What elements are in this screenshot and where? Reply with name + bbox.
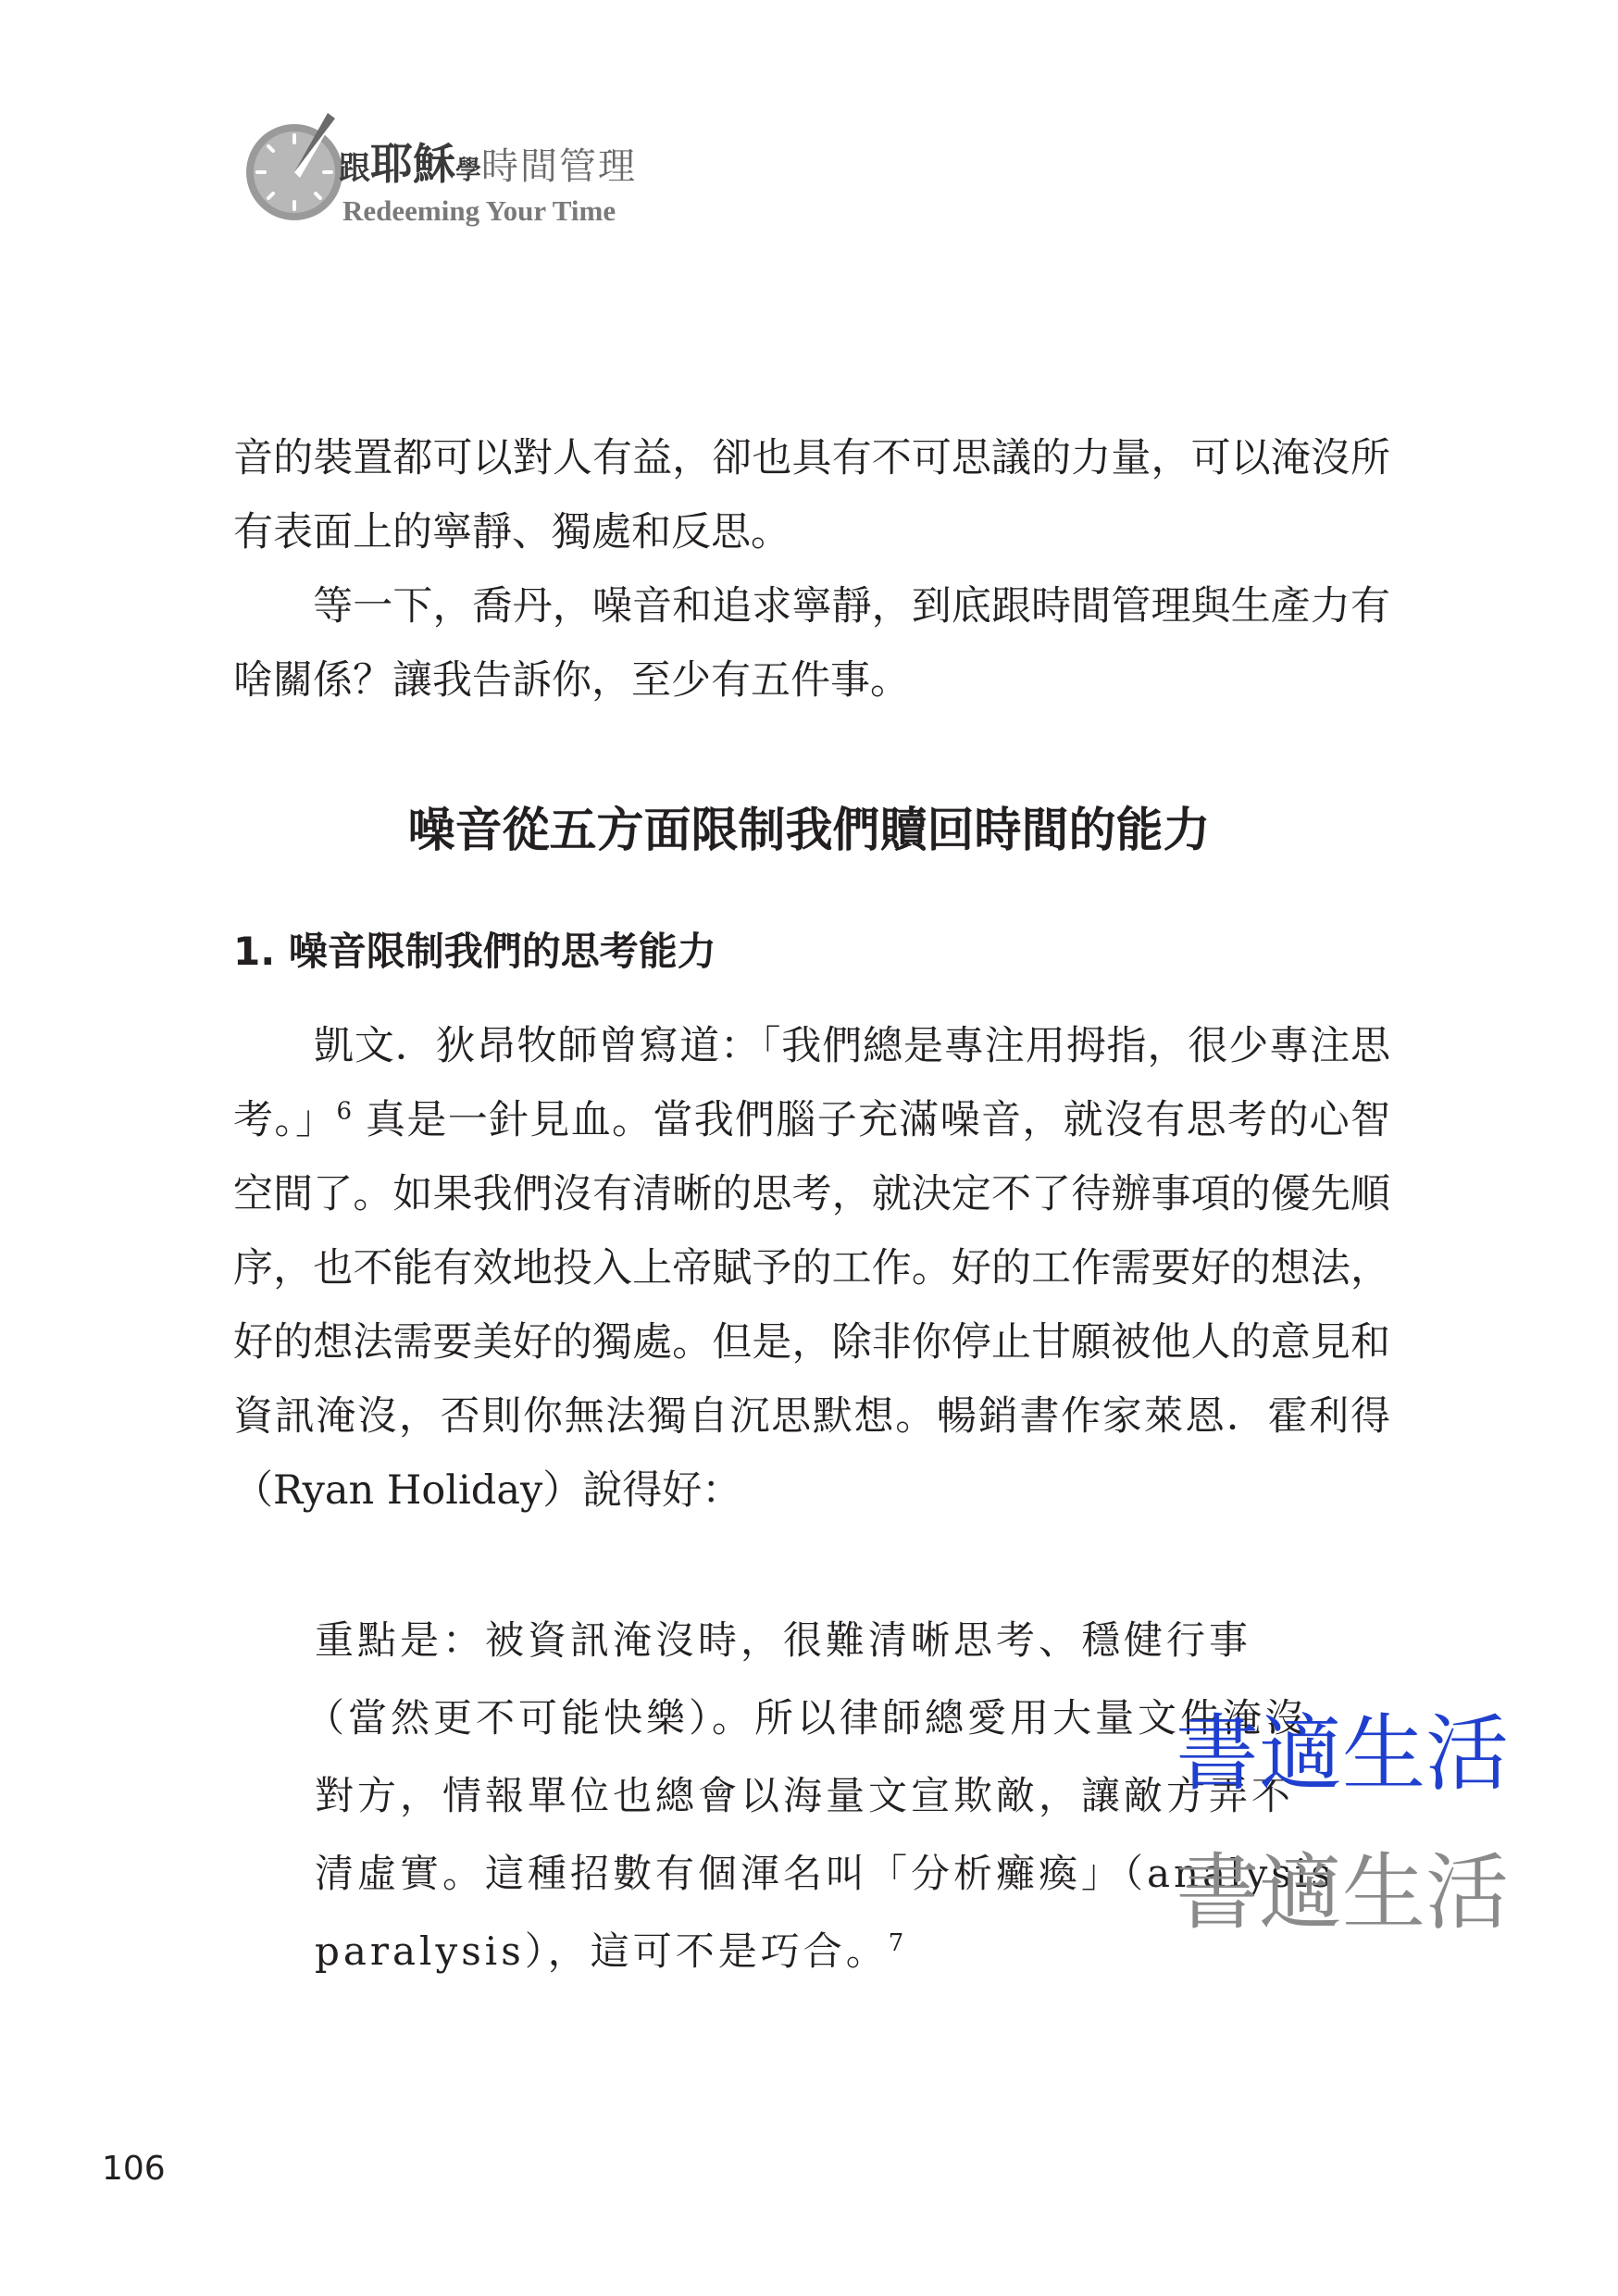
quote-line: paralysis），這可不是巧合。$^7$: [315, 1928, 908, 1974]
block-quote: [305, 1602, 1335, 1990]
paragraph: 等一下，喬丹，噪音和追求寧靜，到底跟時間管理與生產力有啥關係？讓我告訴你，至少有五件事。: [233, 583, 1390, 704]
book-series-title: 跟耶穌學時間管理: [339, 139, 638, 189]
quote-line: 對方，情報單位也總會以海量文宣欺敵，讓敵方弄不: [315, 1773, 1295, 1818]
subheading: 1. 噪音限制我們的思考能力: [233, 929, 716, 974]
page-number: 106: [102, 2150, 166, 2188]
section-heading: 噪音從五方面限制我們贖回時間的能力: [407, 803, 1211, 858]
paragraph: 凱文．狄昂牧師曾寫道：「我們總是專注用拇指，很少專注思考。」$^6$ 真是一針見血。當我們腦子充滿噪音，就沒有思考的心智空間了。如果我們沒有清晰的思考，就決定不了待辦事項的優先順序，也不能有效地投入上帝賦予的工作。好的工作需要好的想法，好的想法需要美好的獨處。但是，除非你停止甘願被他人的意見和資訊淹沒，否則你無法獨自沉思默想。暢銷書作家萊恩．霍利得（Ryan Holiday）說得好：: [233, 1023, 1391, 1514]
paragraph: 音的裝置都可以對人有益，卻也具有不可思議的力量，可以淹沒所有表面上的寧靜、獨處和反思。: [233, 435, 1390, 555]
footnote-marker: 6: [336, 1097, 353, 1126]
quote-line: （當然更不可能快樂）。所以律師總愛用大量文件淹沒: [305, 1695, 1309, 1741]
footnote-marker: 7: [888, 1929, 908, 1957]
book-subtitle: Redeeming Your Time: [342, 194, 616, 227]
quote-line: 重點是：被資訊淹沒時，很難清晰思考、穩健行事: [315, 1617, 1252, 1663]
running-header: [239, 102, 683, 231]
watermark-blue: 書適生活: [1176, 1705, 1509, 1803]
clock-icon: [239, 113, 350, 224]
quote-line: 清虛實。這種招數有個渾名叫「分析癱瘓」（analysis: [315, 1851, 1335, 1896]
watermark-gray: 書適生活: [1176, 1844, 1509, 1941]
